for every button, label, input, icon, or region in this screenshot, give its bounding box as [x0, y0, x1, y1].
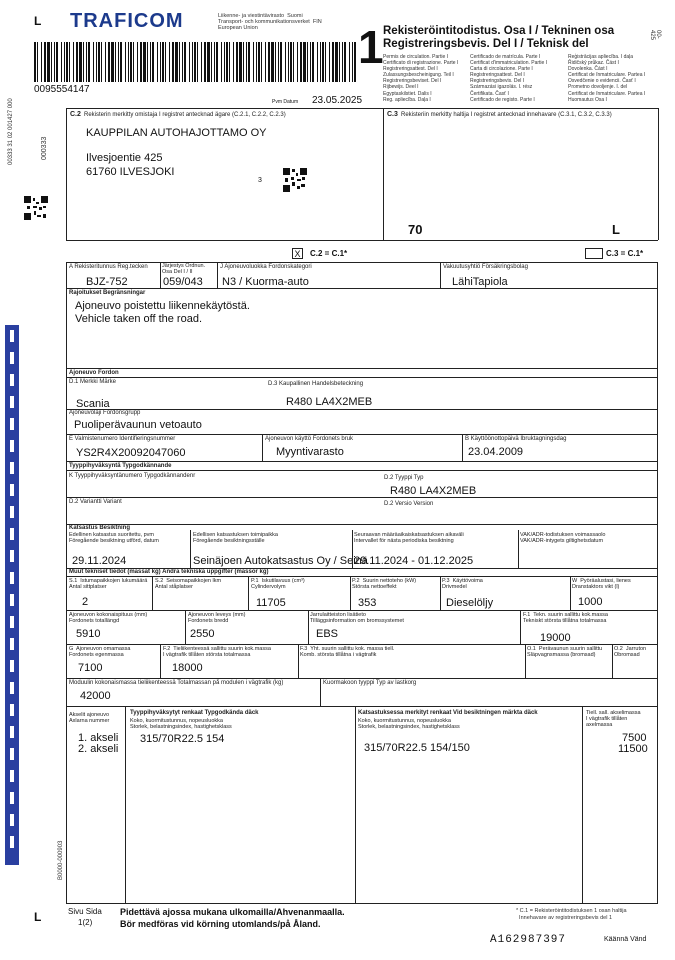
- use-value: Myyntivarasto: [276, 446, 344, 458]
- barcode-bar: [342, 42, 343, 82]
- barcode-bar: [143, 42, 146, 82]
- barcode-bar: [179, 42, 180, 82]
- barcode-bar: [239, 42, 242, 82]
- axle-mass-2: 11500: [618, 743, 648, 755]
- barcode-bar: [221, 42, 222, 82]
- barcode-number: 0095554147: [34, 84, 90, 95]
- barcode-bar: [147, 42, 148, 82]
- strip-mark: [10, 638, 14, 650]
- strip-mark: [10, 396, 14, 408]
- strip-mark: [10, 550, 14, 562]
- strip-mark: [10, 660, 14, 672]
- divider: [125, 706, 126, 904]
- barcode-bar: [248, 42, 250, 82]
- barcode-bar: [285, 42, 286, 82]
- barcode-bar: [256, 42, 257, 82]
- strip-mark: [10, 418, 14, 430]
- barcode-bar: [51, 42, 52, 82]
- barcode-bar: [271, 42, 274, 82]
- inspected-tyres-sub: Koko, kuormitustunnus, nopeusluokka Storlek, belastningsindex, hastighetsklass: [358, 718, 460, 730]
- strip-mark: [10, 836, 14, 848]
- seats-value: 2: [82, 596, 89, 608]
- prev-inspection-label: Edellinen katsastus suoritettu, pvm Föregående besiktning utförd, datum: [69, 532, 159, 544]
- brake-value: EBS: [316, 628, 339, 640]
- commercial-value: R480 LA4X2MEB: [286, 396, 373, 408]
- barcode-bar: [61, 42, 62, 82]
- qr-code-owner: [283, 168, 307, 192]
- holder-label: Rekisteriin merkitty haltija I registret antecknad innehavare (C.3.1, C.3.2, C.3.3): [401, 112, 612, 118]
- barcode-bar: [207, 42, 210, 82]
- divider: [582, 706, 583, 904]
- barcode-bar: [86, 42, 87, 82]
- approved-tyres-label: Tyyppihyväksytyt renkaat Typgodkända däck: [130, 710, 259, 716]
- barcode-bar: [229, 42, 230, 82]
- barcode-bar: [214, 42, 215, 82]
- barcode-bar: [140, 42, 142, 82]
- corner-mark-top: L: [34, 14, 42, 28]
- owner-street: Ilvesjoentie 425: [86, 152, 163, 164]
- barcode-bar: [288, 42, 289, 82]
- barcode-bar: [150, 42, 151, 82]
- barcode-bar: [108, 42, 110, 82]
- page-label: Sivu Sida: [68, 907, 102, 916]
- security-strip-marks: [7, 330, 17, 860]
- trailer-unbraked-label: O.2 Jarruton Obromsad: [614, 646, 647, 658]
- barcode-bar: [197, 42, 198, 82]
- barcode-bar: [275, 42, 276, 82]
- title-multilingual-mid: Certificado de matrícula. Parte I Certificat d'immatriculation. Partie I Carta di circolazione. Parte I Registreringsattest. Del I Registreringsbevis. Del I Származási igazolás. I. rész Čertifikata. Časť I Certificado de registo. Parte I: [470, 54, 548, 103]
- barcode-bar: [41, 42, 42, 82]
- divider: [66, 461, 658, 462]
- holder-number: 70: [408, 222, 423, 237]
- barcode-bar: [268, 42, 270, 82]
- strip-mark: [10, 704, 14, 716]
- c2-checkbox[interactable]: X: [292, 248, 303, 259]
- owner-count: 3: [258, 177, 262, 184]
- strip-mark: [10, 374, 14, 386]
- divider: [66, 240, 658, 241]
- make-label: D.1 Merkki Märke: [69, 379, 117, 385]
- category-label: J Ajoneuvoluokka Fordonskategori: [220, 264, 312, 270]
- notice-fi: Pidettävä ajossa mukana ulkomailla/Ahvenanmaalla.: [120, 907, 345, 917]
- barcode-bar: [300, 42, 302, 82]
- power-label: P.2 Suurin nettoteho (kW) Största nettoeffekt: [352, 578, 417, 590]
- barcode-bar: [354, 42, 356, 82]
- make-value: Scania: [76, 398, 110, 410]
- barcode-bar: [73, 42, 74, 82]
- holder-letter: L: [612, 222, 620, 237]
- strip-mark: [10, 748, 14, 760]
- barcode-bar: [233, 42, 234, 82]
- part-number: 1: [358, 21, 384, 73]
- title-sv: Registreringsbevis. Del I / Teknisk del: [383, 38, 589, 50]
- barcode-bar: [261, 42, 262, 82]
- barcode-bar: [101, 42, 102, 82]
- body-label: Ajoneuvolaji Fordonsgrupp: [69, 410, 141, 416]
- divider: [355, 706, 356, 904]
- divider: [262, 434, 263, 461]
- divider: [160, 644, 161, 678]
- print-date-label: Pvm Datum: [272, 99, 299, 105]
- strip-mark: [10, 792, 14, 804]
- vertical-code-left: 00333 31 02 001427 000: [8, 98, 14, 165]
- divider: [66, 368, 658, 369]
- divider: [66, 377, 658, 378]
- barcode-bar: [175, 42, 178, 82]
- strip-mark: [10, 440, 14, 452]
- divider: [66, 434, 658, 435]
- barcode-bar: [118, 42, 119, 82]
- insurance-label: Vakuutusyhtiö Försäkringsbolag: [443, 264, 528, 270]
- use-label: Ajoneuvon käyttö Fordonets bruk: [265, 436, 354, 442]
- standing-label: S.2 Seisomapaikkojen lkm Antal ståplatser: [155, 578, 222, 590]
- power-value: 353: [358, 597, 377, 609]
- turn-page: Käännä Vänd: [604, 936, 647, 943]
- barcode-bar: [211, 42, 212, 82]
- vin-label: E Valmistenumero Identifieringsnummer: [69, 436, 176, 442]
- module-mass-label: Moduulin kokonaismassa tieliikenteessä Totalmassan på modulen i vägtrafik (kg): [69, 680, 284, 686]
- type-label: D.2 Tyyppi Typ: [384, 475, 424, 481]
- strip-mark: [10, 330, 14, 342]
- divider: [525, 644, 526, 678]
- combination-mass-label: F.3 Yht. suurin sallittu kok. massa tiell. Komb. största tillåtna i vägtrafik: [300, 646, 395, 658]
- width-value: 2550: [190, 628, 215, 640]
- order-label: Järjestys Ordnun. Osa Del I / II: [162, 263, 206, 275]
- seats-label: S.1 Istumapaikkojen lukumäärä Antal sittplatser: [69, 578, 148, 590]
- divider: [350, 576, 351, 610]
- inspection-place-value: Seinäjoen Autokatsastus Oy / Seinä: [193, 555, 368, 567]
- barcode-bar: [111, 42, 114, 82]
- strip-mark: [10, 572, 14, 584]
- barcode-bar: [332, 42, 334, 82]
- trailer-braked-label: O.1 Perävaunun suurin sallittu Släpvagnsmassa (bromsad): [527, 646, 603, 658]
- fuel-value: Dieselöljy: [446, 597, 494, 609]
- vertical-code-right: 00-425: [649, 30, 661, 41]
- category-value: N3 / Kuorma-auto: [222, 276, 309, 288]
- restriction-line-2: Vehicle taken off the road.: [75, 313, 202, 325]
- divider: [612, 644, 613, 678]
- displacement-label: P.1 Iskutilavuus (cm³) Cylindervolym: [251, 578, 305, 590]
- barcode-bar: [335, 42, 338, 82]
- fuel-label: P.3 Käyttövoima Drivmedel: [442, 578, 483, 590]
- title-multilingual-left: Permis de circulation. Partie I Certificato di registrazione. Parte I Registreringsattest. Del I Zulassungsbescheinigung. Teil I Registreringsbeviset. Del I Rijbewijs. Deel I Egyptaskilstiet. Dalis I Reg. apliecība. Daļa I: [383, 54, 459, 103]
- print-date: 23.05.2025: [312, 95, 363, 106]
- next-inspection-label: Seuraavan määräaikaiskatsastuksen aikaväli Intervallet för nästa periodiska besiktning: [354, 532, 464, 544]
- strip-mark: [10, 616, 14, 628]
- barcode-bar: [137, 42, 138, 82]
- divider: [248, 576, 249, 610]
- divider: [440, 262, 441, 288]
- approved-tyres-value: 315/70R22.5 154: [140, 733, 225, 745]
- inspection-place-label: Edellisen katsastuksen toimipaikka Föregående besiktningsställe: [193, 532, 278, 544]
- weight-w-value: 1000: [578, 596, 603, 608]
- divider: [185, 610, 186, 644]
- owner-code: C.2: [70, 111, 81, 118]
- weight-w-label: W Pyöräalustasi, lienes Dranstaktors vikt (l): [572, 578, 631, 590]
- divider: [658, 108, 659, 240]
- barcode-bar: [253, 42, 254, 82]
- barcode-bar: [66, 42, 68, 82]
- axles-label: Akselit ajoneuvo Axlarna nummer: [69, 712, 110, 724]
- barcode-bar: [98, 42, 100, 82]
- divider: [570, 576, 571, 610]
- barcode-bar: [258, 42, 260, 82]
- barcode-bar: [69, 42, 70, 82]
- order-value: 059/043: [163, 276, 203, 288]
- divider: [383, 108, 384, 240]
- next-inspection-value: 29.11.2024 - 01.12.2025: [354, 555, 474, 567]
- barcode-bar: [297, 42, 298, 82]
- divider: [190, 530, 191, 568]
- barcode-bar: [204, 42, 206, 82]
- restriction-line-1: Ajoneuvo poistettu liikennekäytöstä.: [75, 300, 250, 312]
- barcode-bar: [93, 42, 94, 82]
- reg-label: A Rekisteritunnus Reg.tecken: [69, 264, 148, 270]
- barcode-bar: [172, 42, 174, 82]
- variant-label: D.2 Variantti Variant: [69, 499, 122, 505]
- approved-tyres-sub: Koko, kuormitustunnus, nopeusluokka Storlek, belastningsindex, hastighetsklass: [130, 718, 232, 730]
- barcode-bar: [320, 42, 321, 82]
- barcode-bar: [76, 42, 78, 82]
- barcode-bar: [194, 42, 196, 82]
- divider: [518, 530, 519, 568]
- divider: [66, 644, 658, 645]
- divider: [66, 524, 658, 525]
- road-max-mass-value: 18000: [172, 662, 203, 674]
- owner-name: KAUPPILAN AUTOHAJOTTAMO OY: [86, 127, 267, 139]
- strip-mark: [10, 594, 14, 606]
- barcode-bar: [216, 42, 218, 82]
- divider: [160, 262, 161, 288]
- divider: [66, 678, 658, 679]
- barcode-bar: [160, 42, 161, 82]
- divider: [66, 108, 67, 240]
- strip-mark: [10, 726, 14, 738]
- tech-section: Muut tekniset tiedot (massat kg) Andra tekniska uppgifter (massor kg): [69, 569, 269, 575]
- barcode-bar: [192, 42, 193, 82]
- barcode-bar: [201, 42, 202, 82]
- type-value: R480 LA4X2MEB: [390, 485, 477, 497]
- barcode-bar: [105, 42, 106, 82]
- barcode-bar: [130, 42, 132, 82]
- title-fi: Rekisteröintitodistus. Osa I / Tekninen osa: [383, 25, 615, 37]
- own-mass-value: 7100: [78, 662, 103, 674]
- barcode-bar: [303, 42, 306, 82]
- barcode-bar: [307, 42, 308, 82]
- divider: [66, 409, 658, 410]
- barcode-bar: [290, 42, 292, 82]
- coupling-label: Kuormakoon tyyppi Typ av lastkorg: [323, 680, 417, 686]
- barcode-bar: [312, 42, 314, 82]
- length-label: Ajoneuvon kokonaispituus (mm) Fordonets totallängd: [69, 612, 148, 624]
- divider: [66, 470, 658, 471]
- corner-mark-bottom: L: [34, 910, 42, 924]
- barcode-bar: [88, 42, 90, 82]
- barcode-bar: [310, 42, 311, 82]
- divider: [520, 610, 521, 644]
- tech-max-mass-label: F.1 Tekn. suurin sallittu kok.massa Tekniskt största tillåtna totalmassa: [523, 612, 608, 624]
- barcode-bar: [34, 42, 36, 82]
- vertical-num-left: 000333: [41, 136, 48, 160]
- divider: [440, 576, 441, 610]
- barcode-bar: [120, 42, 122, 82]
- page-value: 1(2): [78, 918, 93, 927]
- strip-mark: [10, 770, 14, 782]
- c2-equals-label: C.2 = C.1*: [310, 249, 348, 258]
- barcode-bar: [344, 42, 346, 82]
- axle-1: 1. akseli: [78, 732, 119, 744]
- body-value: Puoliperävaunun vetoauto: [74, 419, 202, 431]
- barcode-bar: [224, 42, 225, 82]
- title-multilingual-right: Reģistrācijas apliecība. I daļa Řidičský průkaz. Část I Dovolenka. Část I Certificat de înmatriculare. Partea I Osvedčenie o evidencii. Časť I Prometno dovoljenje. I. del Certificat de înmatriculare. Partea I Huomautus Osa I: [568, 54, 646, 103]
- insurance-value: LähiTapiola: [452, 276, 508, 288]
- barcode-bar: [325, 42, 326, 82]
- barcode-bar: [44, 42, 46, 82]
- divider: [66, 610, 658, 611]
- reg-value: BJZ-752: [86, 276, 128, 288]
- axle-mass-label: Tiell. sall. akselimassa I vägtrafik tillåten axelmassa: [586, 710, 641, 728]
- brand-logo: TRAFICOM: [70, 10, 184, 32]
- barcode-bar: [125, 42, 126, 82]
- barcode-bar: [152, 42, 154, 82]
- serial-number: A162987397: [490, 934, 567, 946]
- axle-2: 2. akseli: [78, 743, 119, 755]
- barcode-bar: [339, 42, 340, 82]
- divider: [66, 108, 658, 109]
- first-use-label: B Käyttöönottopäivä Ibruktagningsdag: [465, 436, 567, 442]
- barcode-bar: [226, 42, 228, 82]
- barcode-bar: [79, 42, 82, 82]
- strip-mark: [10, 506, 14, 518]
- prev-inspection-value: 29.11.2024: [72, 555, 127, 567]
- barcode-bar: [317, 42, 318, 82]
- restrictions-label: Rajoitukset Begränsningar: [69, 290, 146, 296]
- c3-equals-label: C.3 = C.1*: [606, 249, 644, 258]
- divider: [66, 288, 658, 289]
- owner-postal: 61760 ILVESJOKI: [86, 166, 175, 178]
- module-mass-value: 42000: [80, 690, 111, 702]
- barcode-bar: [293, 42, 294, 82]
- barcode-bar: [322, 42, 324, 82]
- vehicle-section: Ajoneuvo Fordon: [69, 370, 119, 376]
- barcode-bar: [236, 42, 238, 82]
- inspected-tyres-label: Katsastuksessa merkityt renkaat Vid besiktningen märkta däck: [358, 710, 538, 716]
- length-value: 5910: [76, 628, 101, 640]
- barcode-bar: [128, 42, 129, 82]
- barcode-bar: [278, 42, 279, 82]
- divider: [298, 644, 299, 678]
- displacement-value: 11705: [256, 597, 286, 609]
- road-max-mass-label: F.2 Tieliikenteessä sallittu suurin kok.massa I vägtrafik tillåten största totalmassa: [163, 646, 271, 658]
- barcode-bar: [47, 42, 50, 82]
- barcode-bar: [37, 42, 38, 82]
- barcode-bar: [54, 42, 55, 82]
- divider: [66, 497, 658, 498]
- inspection-section: Katsastus Besiktning: [69, 525, 131, 531]
- barcode-bar: [157, 42, 158, 82]
- first-use-value: 23.04.2009: [468, 446, 524, 458]
- barcode-bar: [352, 42, 353, 82]
- holder-code: C.3: [387, 111, 398, 118]
- barcode-bar: [165, 42, 166, 82]
- barcode-bar: [169, 42, 170, 82]
- divider: [217, 262, 218, 288]
- barcode-bar: [182, 42, 183, 82]
- axle-mass-1: 7500: [622, 732, 647, 744]
- barcode-bar: [265, 42, 266, 82]
- divider: [352, 530, 353, 568]
- divider: [308, 610, 309, 644]
- brake-label: Jarrulaitteiston lisätieto Tilläggsinformation om bromssystemet: [310, 612, 404, 624]
- barcode-bar: [280, 42, 282, 82]
- divider: [320, 678, 321, 706]
- barcode: [34, 42, 359, 82]
- c3-checkbox[interactable]: [585, 248, 603, 259]
- footnote: * C.1 = Rekisteröintitodistuksen 1 osan haltija Innehavare av registreringsbevis del 1: [516, 908, 627, 921]
- barcode-bar: [329, 42, 330, 82]
- qr-code-left: [24, 196, 48, 220]
- owner-label: Rekisterin merkitty omistaja I registret antecknad ägare (C.2.1, C.2.2, C.2.3): [84, 112, 286, 118]
- divider: [152, 576, 153, 610]
- tech-max-mass-value: 19000: [540, 632, 571, 644]
- type-approval-section: Tyyppihyväksyntä Typgodkännande: [69, 463, 172, 469]
- inspected-tyres-value: 315/70R22.5 154/150: [364, 742, 470, 754]
- version-label: D.2 Versio Version: [384, 501, 434, 507]
- barcode-bar: [184, 42, 186, 82]
- barcode-bar: [83, 42, 84, 82]
- own-mass-label: G Ajoneuvon omamassa Fordonets egenmassa: [69, 646, 131, 658]
- barcode-bar: [349, 42, 350, 82]
- strip-mark: [10, 352, 14, 364]
- strip-mark: [10, 682, 14, 694]
- adr-label: VAK/ADR-todistuksen voimassaolo VAK/ADR-intygets giltighetsdatum: [520, 532, 606, 544]
- divider: [462, 434, 463, 461]
- barcode-bar: [115, 42, 116, 82]
- barcode-bar: [133, 42, 134, 82]
- barcode-bar: [246, 42, 247, 82]
- width-label: Ajoneuvon leveys (mm) Fordonets bredd: [188, 612, 246, 624]
- barcode-bar: [56, 42, 58, 82]
- commercial-label: D.3 Kaupallinen Handelsbeteckning: [268, 381, 364, 387]
- barcode-bar: [64, 42, 65, 82]
- barcode-bar: [189, 42, 190, 82]
- vin-value: YS2R4X20092047060: [76, 447, 186, 459]
- form-code-vertical: B0000-000903: [58, 840, 64, 880]
- barcode-bar: [96, 42, 97, 82]
- notice-sv: Bör medföras vid körning utomlands/på Åland.: [120, 919, 321, 929]
- strip-mark: [10, 528, 14, 540]
- strip-mark: [10, 814, 14, 826]
- strip-mark: [10, 462, 14, 474]
- barcode-bar: [243, 42, 244, 82]
- divider: [66, 706, 658, 707]
- strip-mark: [10, 484, 14, 496]
- barcode-bar: [162, 42, 164, 82]
- approval-number-label: K Tyyppihyväksyntänumero Typgodkännandenr: [69, 473, 196, 479]
- brand-subtitle: Liikenne- ja viestintävirasto Suomi Transport- och kommunikationsverket FIN European Union: [218, 13, 322, 31]
